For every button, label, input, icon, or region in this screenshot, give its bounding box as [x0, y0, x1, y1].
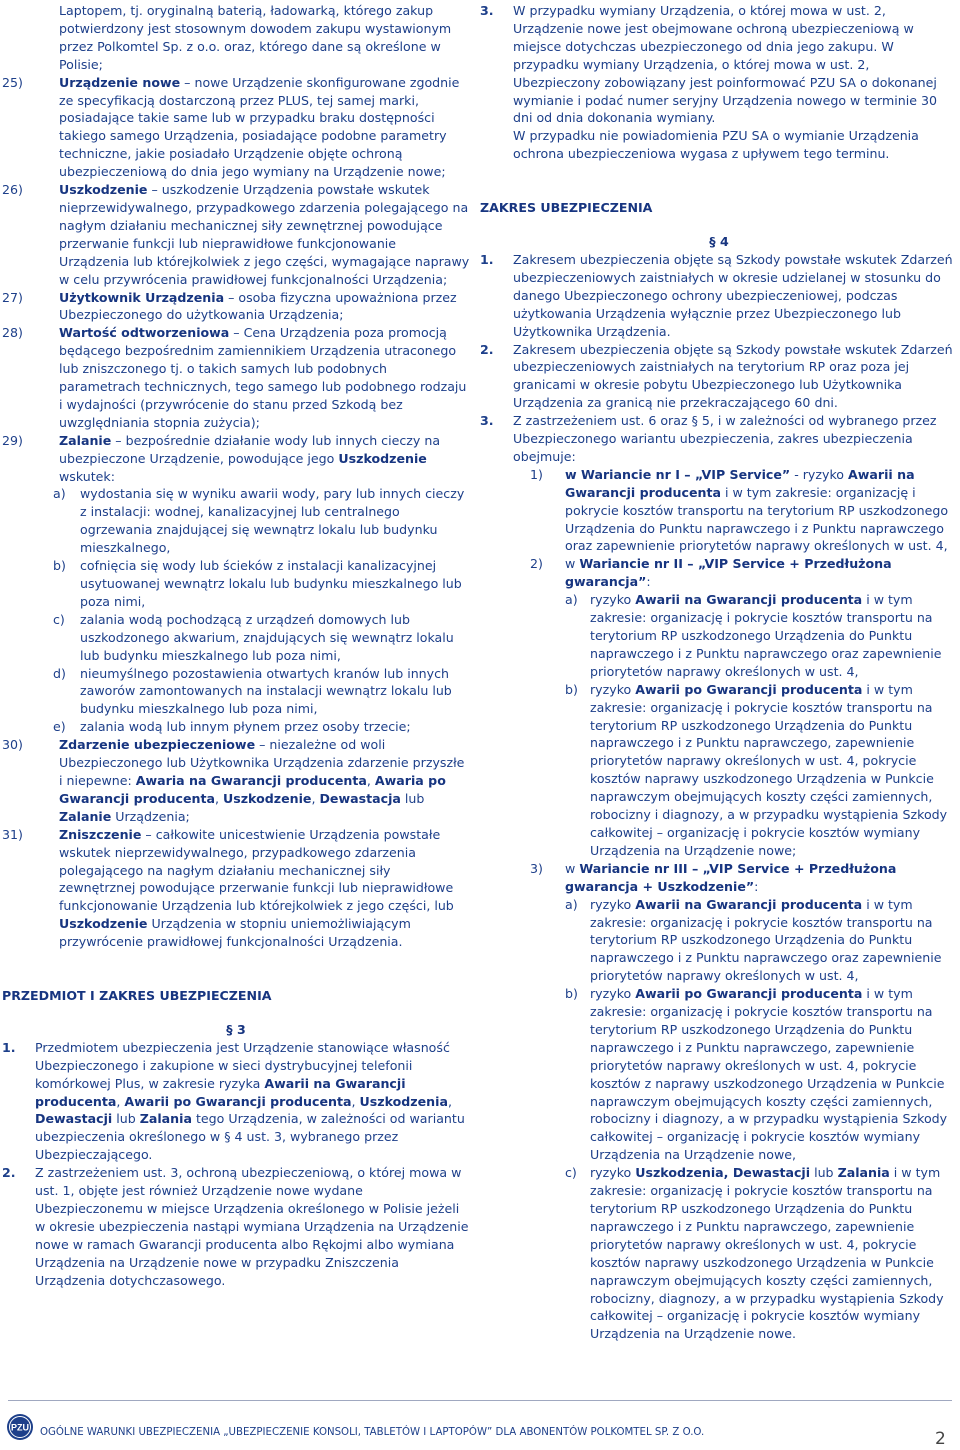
option-letter: a): [565, 592, 578, 608]
definition-continuation: Laptopem, tj. oryginalną baterią, ładowarką, którego zakup potwierdzony jest stosownym dowodem zakupu wystawionym przez Polkomtel Sp. z o.o. oraz, którego dane są określone w Polisie;: [59, 3, 452, 72]
option-text: ryzyko: [590, 986, 636, 1002]
option-letter: b): [565, 986, 578, 1002]
footer-text: OGÓLNE WARUNKI UBEZPIECZENIA „UBEZPIECZENIE KONSOLI, TABLETÓW I LAPTOPÓW” DLA ABONENTÓW POLKOMTEL SP. Z O.O.: [40, 1427, 705, 1438]
separator: ,: [214, 790, 223, 806]
definition-text: – całkowite unicestwienie Urządzenia powstałe wskutek nieprzewidywalnego, przypadkowego zdarzenia polegającego na nagłym działaniu mechanicznej siły zewnętrznej powodujące przerwanie funkcji lub nieprawidłowe funkcjonowanie Urządzenia lub którejkolwiek z jego części, lub: [59, 826, 454, 914]
variant-2: [530, 555, 958, 859]
sub-item: [53, 665, 470, 719]
section-heading: PRZEDMIOT I ZAKRES UBEZPIECZENIA: [2, 988, 272, 1004]
term-reference: Awaria na Gwarancji producenta: [135, 772, 367, 788]
right-column: [480, 2, 958, 1343]
variant-text: w: [565, 860, 580, 876]
variant-option: [565, 1164, 958, 1343]
definition-text: – niezależne od woli Ubezpieczonego lub Użytkownika Urządzenia zdarzenie przyszłe i niepewne:: [59, 737, 465, 788]
term-reference: Awarii po Gwarancji producenta: [635, 681, 863, 697]
clause-text: W przypadku wymiany Urządzenia, o której mowa w ust. 2, Urządzenie nowe jest obejmowane ochroną ubezpieczeniową w miejsce dotychczas ubezpieczonego od dnia jego zakupu. W przypadku wymiany Urządzenia, o której mowa w ust. 2, Ubezpieczony zobowiązany jest poinformować PZU SA o dokonanej wymianie i podać numer seryjny Urządzenia nowego w terminie 30 dni od dnia dokonania wymiany.: [513, 3, 938, 126]
variant-number: 2): [530, 556, 543, 572]
term-reference: Awaria po Gwarancji producenta: [59, 772, 446, 806]
term: Urządzenie nowe: [59, 74, 181, 90]
definition-31: [2, 826, 470, 951]
section-number: § 3: [226, 1021, 246, 1037]
option-letter: b): [565, 681, 578, 697]
sub-item-letter: b): [53, 558, 66, 574]
sub-item-letter: a): [53, 486, 66, 502]
definition-29: [2, 432, 470, 736]
separator: ,: [366, 772, 375, 788]
clause-text: Zakresem ubezpieczenia objęte są Szkody powstałe wskutek Zdarzeń ubezpieczeniowych zaistniałych w okresie udzielanej w stosunku do danego Ubezpieczonego ochrony ubezpieczeniowej, podczas użytkowania Urządzenia wyłącznie przez Ubezpieczonego lub Użytkownika Urządzenia.: [513, 251, 953, 339]
term-reference: Awarii na Gwarancji producenta: [635, 592, 863, 608]
definition-number: 27): [2, 289, 23, 305]
clause-text: W przypadku nie powiadomienia PZU SA o wymianie Urządzenia ochrona ubezpieczeniowa wygasa z upływem tego terminu.: [513, 128, 919, 162]
term-reference: Awarii na Gwarancji producenta: [635, 896, 863, 912]
clause-2: [2, 1164, 470, 1289]
term: Zniszczenie: [59, 826, 142, 842]
definition-25: [2, 74, 470, 181]
clause-text: Z zastrzeżeniem ust. 3, ochroną ubezpieczeniową, o której mowa w ust. 1, objęte jest również Urządzenie nowe wydane Ubezpieczonemu w miejsce Urządzenia określonego w Polisie jeżeli w okresie ubezpieczenia nastąpi wymiana Urządzenia na Urządzenie nowe w ramach Gwarancji producenta albo Rękojmi albo wymiana Urządzenia na Urządzenie nowe w przypadku Zniszczenia Urządzenia dotychczasowego.: [35, 1165, 469, 1288]
definition-number: 25): [2, 74, 23, 90]
scope-clause-1: [480, 251, 958, 341]
term-reference: Dewastacja: [319, 790, 401, 806]
term-reference: Uszkodzenia, Dewastacji: [635, 1165, 811, 1181]
option-text: i w tym zakresie: organizację i pokrycie kosztów transportu na terytorium RP uszkodzonego Urządzenia do Punktu naprawczego i z Punktu naprawczego oraz zapewnienie priorytetów naprawy określonych w ust. 4,: [590, 592, 942, 679]
term-reference: Awarii po Gwarancji producenta: [635, 986, 863, 1002]
definition-number: 31): [2, 826, 23, 842]
term-reference: Uszkodzenie: [223, 790, 312, 806]
separator: ,: [116, 1093, 125, 1109]
definition-30: [2, 736, 470, 826]
definition-27: [2, 289, 470, 325]
term-reference: Dewastacji: [35, 1111, 113, 1127]
variant-title: Wariancie nr III – „VIP Service + Przedłużona gwarancja + Uszkodzenie”: [565, 860, 897, 894]
variant-option: [565, 681, 958, 860]
clause-text: tego Urządzenia, w zależności od wariantu ubezpieczenia określonego w § 4 ust. 3, wybranego przez Ubezpieczającego.: [35, 1111, 465, 1163]
term: Użytkownik Urządzenia: [59, 289, 225, 305]
option-text: i w tym zakresie: organizację i pokrycie kosztów transportu na terytorium RP uszkodzonego Urządzenia do Punktu naprawczego i z Punktu naprawczego, zapewnienie priorytetów naprawy określonych w ust. 4, pokrycie kosztów naprawy uszkodzonego Urządzenia w Punkcie naprawczym obejmujących koszty części zamiennych, robocizny, diagnozy, a w przypadku wystąpienia Szkody całkowitej – organizację i pokrycie kosztów wymiany Urządzenia na Urządzenie nowe.: [590, 1165, 944, 1342]
pzu-logo-icon: [6, 1413, 34, 1446]
variant-title: Wariancie nr II – „VIP Service + Przedłużona gwarancja”: [565, 556, 892, 590]
sub-item-text: wydostania się w wyniku awarii wody, pary lub innych cieczy z instalacji: wodnej, kanalizacyjnej lub centralnego ogrzewania znajdującej się wewnątrz lokalu lub budynku mieszkalnego,: [80, 486, 465, 556]
variant-text: :: [754, 878, 759, 894]
definition-number: 30): [2, 737, 23, 753]
definition-number: 28): [2, 325, 23, 341]
separator: ,: [351, 1093, 360, 1109]
sub-item: [53, 718, 470, 736]
clause-1: [2, 1039, 470, 1164]
clause-number: 1.: [480, 251, 494, 267]
definition-text: – osoba fizyczna upoważniona przez Ubezpieczonego do użytkowania Urządzenia;: [59, 289, 457, 323]
clause-text: Zakresem ubezpieczenia objęte są Szkody powstałe wskutek Zdarzeń ubezpieczeniowych zaistniałych na terytorium RP oraz poza jej granicami w okresie pobytu Ubezpieczonego lub Użytkownika Urządzenia za granicą nie przekraczającego 60 dni.: [513, 341, 953, 411]
option-text: ryzyko: [590, 592, 636, 608]
term: Uszkodzenie: [59, 182, 148, 198]
option-text: i w tym zakresie: organizację i pokrycie kosztów transportu na terytorium RP uszkodzonego Urządzenia do Punktu naprawczego i z Punktu naprawczego oraz zapewnienie priorytetów naprawy określonych w ust. 4,: [590, 896, 942, 984]
definition-text: – Cena Urządzenia poza promocją będącego bezpośrednim zamiennikiem Urządzenia utraconego lub zniszczonego tj. o takich samych lub podobnych parametrach technicznych, tego samego lub podobnego rodzaju i wydajności (przywrócenie do stanu przed Szkodą bez uwzględniania stopnia zużycia);: [59, 325, 467, 430]
variant-3: [530, 860, 958, 1343]
term: Zdarzenie ubezpieczeniowe: [59, 737, 256, 753]
clause-number: 3.: [480, 3, 494, 18]
term-reference: Awarii na Gwarancji producenta: [35, 1075, 406, 1109]
term-reference: Zalania: [837, 1165, 890, 1181]
variant-1: [530, 466, 958, 556]
option-text: ryzyko: [590, 681, 636, 697]
left-column: [2, 2, 470, 1290]
variant-title: w Wariancie nr I – „VIP Service”: [565, 466, 791, 482]
logo-text: PZU: [11, 1422, 29, 1433]
sub-item-letter: d): [53, 665, 66, 681]
sub-item-letter: e): [53, 719, 66, 735]
definition-text: wskutek:: [59, 468, 115, 484]
clause-number: 3.: [480, 413, 494, 429]
variant-text: - ryzyko: [790, 466, 849, 482]
scope-clause-3: [480, 412, 958, 1343]
page-footer: [0, 1400, 960, 1450]
section-heading: ZAKRES UBEZPIECZENIA: [480, 200, 653, 216]
clause-number: 1.: [2, 1039, 16, 1055]
variant-option: [565, 985, 958, 1164]
sub-item-text: zalania wodą pochodzącą z urządzeń domowych lub uszkodzonego akwarium, znajdujących się wewnątrz lokalu lub budynku mieszkalnego lub poza nimi,: [80, 611, 454, 663]
footer-divider: [8, 1400, 952, 1401]
term: Wartość odtworzeniowa: [59, 325, 230, 341]
clause-3: [480, 2, 958, 163]
term: Zalanie: [59, 432, 112, 448]
definition-number: 26): [2, 182, 23, 198]
sub-item-text: nieumyślnego pozostawienia otwartych kranów lub innych zaworów zamontowanych na instalacji wewnątrz lokalu lub budynku mieszkalnego lub poza nimi,: [80, 665, 452, 717]
scope-clause-2: [480, 341, 958, 413]
term-reference: Zalania: [139, 1111, 192, 1127]
variant-text: :: [646, 574, 651, 590]
definition-text: Urządzenia;: [111, 808, 190, 824]
separator: lub: [112, 1111, 140, 1127]
definition-number: 29): [2, 432, 23, 448]
sub-item-text: cofnięcia się wody lub ścieków z instalacji kanalizacyjnej usytuowanej wewnątrz lokalu lub budynku mieszkalnego lub poza nimi,: [80, 558, 462, 609]
definition-26: [2, 181, 470, 288]
option-text: i w tym zakresie: organizację i pokrycie kosztów transportu na terytorium RP uszkodzonego Urządzenia do Punktu naprawczego i z Punktu naprawczego, zapewnienie priorytetów naprawy określonych w ust. 4, pokrycie kosztów z naprawy uszkodzonego Urządzenia w Punkcie naprawczym obejmujących koszty części zamiennych, robocizny i diagnozy, a w przypadku wystąpienia Szkody całkowitej – organizację i pokrycie kosztów wymiany Urządzenia na Urządzenie nowe,: [590, 986, 948, 1163]
separator: ,: [311, 790, 320, 806]
separator: lub: [810, 1165, 838, 1181]
variant-number: 1): [530, 466, 543, 482]
sub-item-text: zalania wodą lub innym płynem przez osoby trzecie;: [80, 719, 411, 735]
definition-text: – nowe Urządzenie skonfigurowane zgodnie ze specyfikacją dostarczoną przez PLUS, tej samej marki, posiadające takie same lub w przypadku braku dostępności takiego samego Urządzenia, posiadające podobne parametry techniczne, jakie posiadało Urządzenie objęte ochroną ubezpieczeniową do dnia jego wymiany na Urządzenie nowe;: [59, 74, 460, 180]
definition-text: – bezpośrednie działanie wody lub innych cieczy na ubezpieczone Urządzenie, powodujące jego: [59, 432, 441, 466]
clause-text: Z zastrzeżeniem ust. 6 oraz § 5, i w zależności od wybranego przez Ubezpieczonego wariantu ubezpieczenia, zakres ubezpieczenia obejmuje:: [513, 413, 937, 464]
clause-number: 2.: [2, 1165, 16, 1181]
term-reference: Zalanie: [59, 808, 112, 824]
variant-number: 3): [530, 860, 543, 876]
option-letter: c): [565, 1165, 577, 1181]
term-reference: Awarii po Gwarancji producenta: [124, 1093, 352, 1109]
variant-text: w: [565, 556, 580, 572]
section-number: § 4: [709, 234, 729, 250]
sub-item: [53, 557, 470, 611]
term-reference: Uszkodzenia: [359, 1093, 448, 1109]
separator: lub: [400, 790, 425, 806]
term-reference: Uszkodzenie: [59, 916, 148, 932]
variant-text: i w tym zakresie: organizację i pokrycie kosztów transportu na terytorium RP uszkodzonego Urządzenia do Punktu naprawczego i z Punktu naprawczego oraz zapewnienie priorytetów naprawy określonych w ust. 4,: [565, 484, 949, 554]
separator: ,: [447, 1093, 452, 1109]
clause-text: Przedmiotem ubezpieczenia jest Urządzenie stanowiące własność Ubezpieczonego i zakupione w sieci dystrybucyjnej telefonii komórkowej Plus, w zakresie ryzyka: [35, 1039, 450, 1091]
sub-item: [53, 485, 470, 557]
variant-option: [565, 896, 958, 986]
definition-text: – uszkodzenie Urządzenia powstałe wskutek nieprzewidywalnego, przypadkowego zdarzenia polegającego na nagłym działaniu mechanicznej siły zewnętrznej powodujące przerwanie funkcji lub nieprawidłowe funkcjonowanie Urządzenia lub którejkolwiek z jego części, wymagające naprawy w celu przywrócenia prawidłowej funkcjonalności Urządzenia;: [59, 182, 470, 287]
sub-item: [53, 611, 470, 665]
option-letter: a): [565, 896, 578, 912]
definition-text: Urządzenia w stopniu uniemożliwiającym przywrócenie prawidłowej funkcjonalności Urządzenia.: [59, 916, 411, 950]
variant-option: [565, 591, 958, 681]
term-reference: Awarii na Gwarancji producenta: [565, 466, 915, 500]
option-text: ryzyko: [590, 896, 636, 912]
page-number: 2: [935, 1429, 946, 1449]
sub-item-letter: c): [53, 611, 65, 627]
term-reference: Uszkodzenie: [338, 450, 427, 466]
definition-28: [2, 324, 470, 431]
option-text: i w tym zakresie: organizację i pokrycie kosztów transportu na terytorium RP uszkodzonego Urządzenia do Punktu naprawczego i z Punktu naprawczego, zapewnienie priorytetów naprawy określonych w ust. 4, pokrycie kosztów naprawy uszkodzonego Urządzenia w Punkcie naprawczym obejmujących koszty części zamiennych, robocizny i diagnozy, a w przypadku wystąpienia Szkody całkowitej – organizację i pokrycie kosztów wymiany Urządzenia na Urządzenie nowe;: [590, 681, 948, 858]
option-text: ryzyko: [590, 1165, 636, 1181]
clause-number: 2.: [480, 341, 494, 357]
